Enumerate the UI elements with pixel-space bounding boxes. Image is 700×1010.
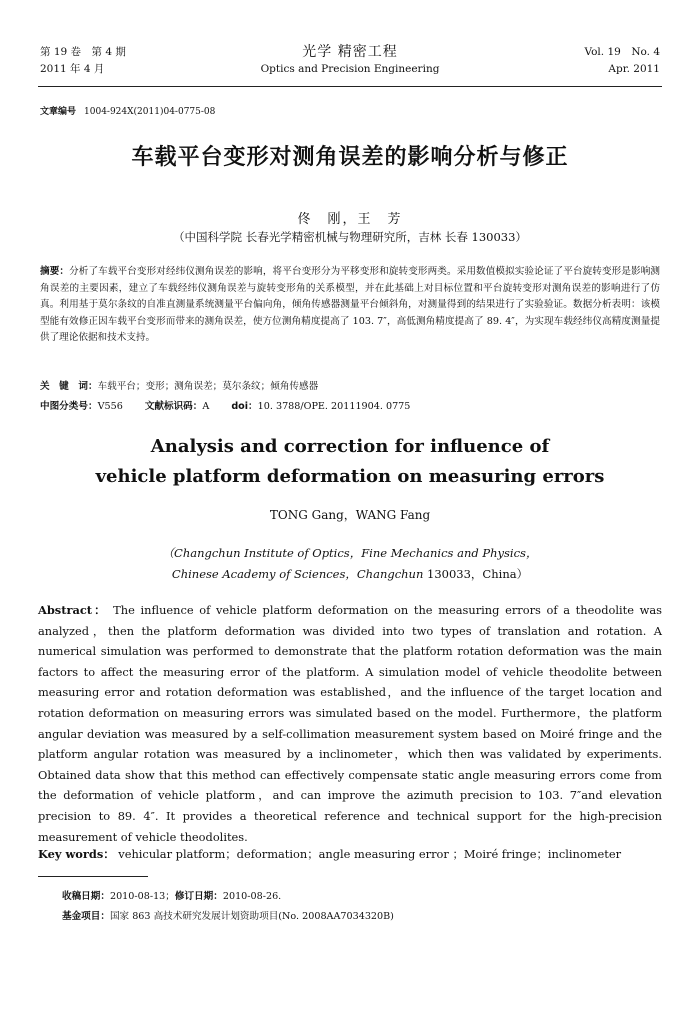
keywords-en-label: Key words： xyxy=(38,847,115,861)
article-number-label: 文章编号 xyxy=(40,107,77,117)
doc-code-value: A xyxy=(202,401,210,412)
revised-label: 修订日期： xyxy=(174,891,223,902)
abstract-cn xyxy=(40,264,660,347)
article-number xyxy=(40,104,215,117)
fund-value: 国家 863 高技术研究发展计划资助项目(No. 2008AA7034320B) xyxy=(109,911,394,922)
title-en xyxy=(0,432,700,492)
header-divider xyxy=(38,86,662,87)
header-volume-cn: 第 19 卷 第 4 期 xyxy=(40,46,126,58)
received-label: 收稿日期： xyxy=(62,891,110,902)
abstract-cn-text: 分析了车载平台变形对经纬仪测角误差的影响，将平台变形分为平移变形和旋转变形两类。采用数值模拟实验论证了平台旋转变形是影响测角误差的主要因素，建立了车载经纬仪测角误差与旋转变形角的关系模型，并在此基础上对目标位置和平台旋转变形对测角误差的影响进行了仿真。利用基于莫尔条纹的自准直测量系统测量平台偏向角，倾角传感器测量平台倾斜角，对测量得到的结果进行了实验验证。数据分析表明：该模型能有效修正因车载平台变形而带来的测角误差，使方位测角精度提高了 103. 7″，高低测角精度提高了 89. 4″，为实现车载经纬仪高精度测量提供了理论依据和技术支持。 xyxy=(40,266,661,343)
abstract-en-label: Abstract： xyxy=(38,603,108,617)
authors-cn: 佟 刚，王 芳 xyxy=(297,212,403,227)
doi-label: doi： xyxy=(231,401,258,412)
header-volume-en: Vol. 19 No. 4 xyxy=(584,46,660,58)
revised-value: 2010-08-26. xyxy=(222,891,282,902)
journal-name-en: Optics and Precision Engineering xyxy=(260,63,440,75)
title-cn: 车载平台变形对测角误差的影响分析与修正 xyxy=(131,145,569,170)
keywords-cn xyxy=(40,378,660,392)
fund-label: 基金项目： xyxy=(62,911,110,922)
footnote-fund xyxy=(62,908,394,922)
title-en-line1: Analysis and correction for influence of xyxy=(150,436,550,457)
abstract-en xyxy=(38,600,662,847)
doc-code-label: 文献标识码： xyxy=(144,401,203,412)
received-value: 2010-08-13； xyxy=(109,891,175,902)
affiliation-cn: （中国科学院 长春光学精密机械与物理研究所，吉林 长春 130033） xyxy=(173,230,527,244)
affiliation-en-line2 xyxy=(0,564,700,585)
clc-value: V556 xyxy=(97,401,123,412)
affiliation-en-line2-post: 130033，China） xyxy=(423,567,529,581)
article-number-value: 1004-924X(2011)04-0775-08 xyxy=(84,107,216,117)
affiliation-en-line1: （Changchun Institute of Optics，Fine Mechanics and Physics， xyxy=(162,546,538,560)
affiliation-en xyxy=(0,543,700,585)
keywords-cn-label: 关 键 词： xyxy=(40,381,98,392)
journal-name-cn: 光学 精密工程 xyxy=(302,44,398,60)
authors-en: TONG Gang，WANG Fang xyxy=(269,508,431,522)
keywords-en-text: vehicular platform；deformation；angle measuring error ；Moiré fringe；inclinometer xyxy=(118,847,622,861)
clc-label: 中图分类号： xyxy=(40,401,98,412)
keywords-cn-text: 车载平台；变形；测角误差；莫尔条纹；倾角传感器 xyxy=(97,381,319,392)
title-en-line2: vehicle platform deformation on measuring errors xyxy=(95,466,605,487)
affiliation-en-line2-italic: Chinese Academy of Sciences，Changchun xyxy=(171,567,424,581)
keywords-en xyxy=(38,846,662,862)
footnote-dates xyxy=(62,888,281,902)
doi-value: 10. 3788/OPE. 20111904. 0775 xyxy=(257,401,411,412)
header-date-cn: 2011 年 4 月 xyxy=(40,63,105,75)
abstract-en-text: The influence of vehicle platform deformation on the measuring errors of a theodolite was analyzed，then the platform deformation was divided into two types of translation and rotation. A numerical simulation was performed to demonstrate that the platform rotation deformation was the main factors to affect the measuring error of the platform. A simulation model of vehicle theodolite between measuring error and rotation deformation was established，and the influence of the target location and rotation deformation on measuring errors was simulated based on the model. Furthermore，the platform angular deviation was measured by a self-collimation measurement system based on Moiré fringe and the platform angular rotation was measured by a inclinometer，which then was validated by experiments. Obtained data show that this method can effectively compensate static angle measuring errors come from the deformation of vehicle platform，and can improve the azimuth precision to 103. 7″and elevation precision to 89. 4″. It provides a theoretical reference and technical support for the high-precision measurement of vehicle theodolites. xyxy=(38,603,662,844)
abstract-cn-label: 摘要： xyxy=(40,266,70,277)
header-date-en: Apr. 2011 xyxy=(608,63,660,75)
classification-line xyxy=(40,398,660,412)
footnote-divider xyxy=(38,876,148,877)
header-right xyxy=(584,44,660,78)
